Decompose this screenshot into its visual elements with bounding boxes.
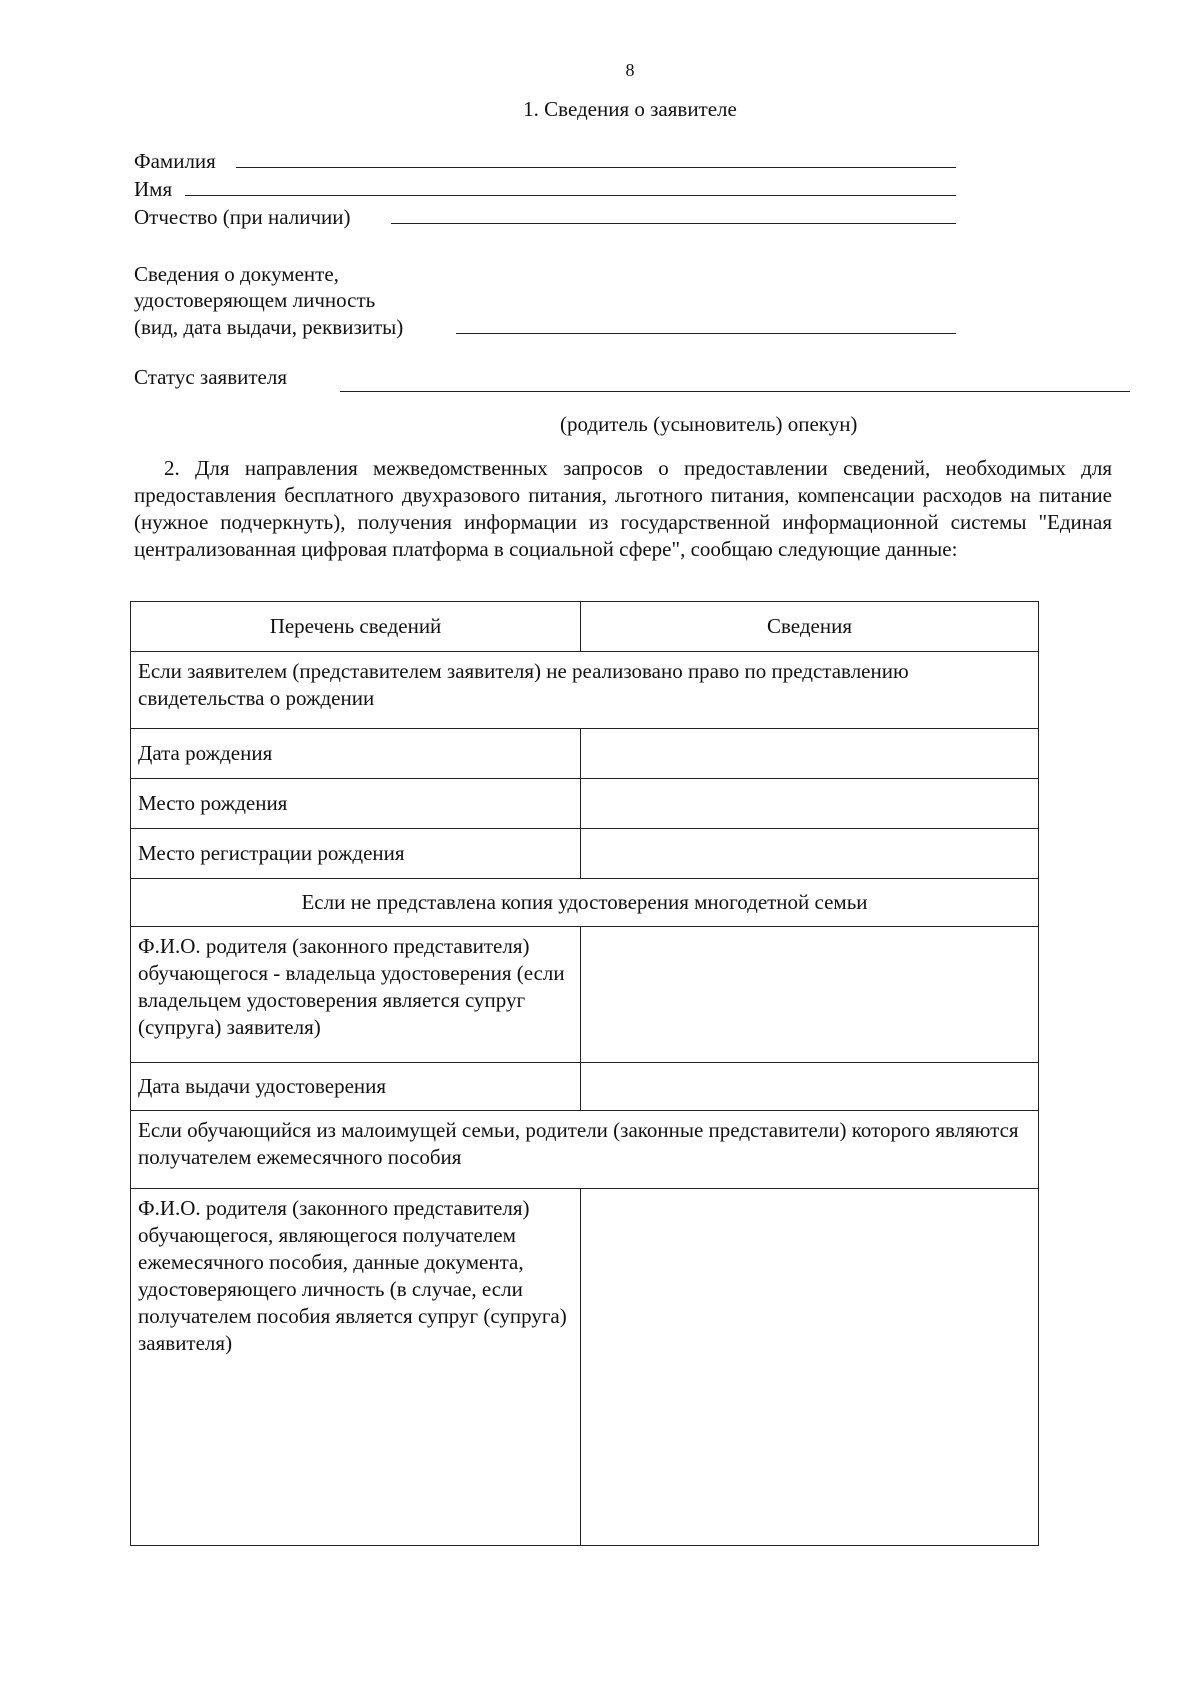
id-doc-label-line3: (вид, дата выдачи, реквизиты)	[134, 315, 404, 339]
status-hint: (родитель (усыновитель) опекун)	[560, 412, 858, 436]
group2-row	[131, 879, 1039, 927]
table-row	[131, 1189, 1039, 1546]
table-row	[131, 1063, 1039, 1111]
section-title: 1. Сведения о заявителе	[523, 97, 737, 121]
table-row	[131, 779, 1039, 829]
parent-fio-low-income-value-cell[interactable]	[581, 1189, 1039, 1546]
name-field[interactable]	[185, 195, 956, 196]
certificate-date-label: Дата выдачи удостоверения	[131, 1063, 581, 1111]
id-doc-label-line2: удостоверяющем личность	[134, 288, 376, 312]
group2-title: Если не представлена копия удостоверения многодетной семьи	[131, 879, 1039, 927]
patronymic-field[interactable]	[391, 223, 956, 224]
parent-fio-large-family-value-cell[interactable]	[581, 927, 1039, 1063]
id-doc-label-line1: Сведения о документе,	[134, 262, 339, 286]
birth-registration-label: Место регистрации рождения	[131, 829, 581, 879]
birth-date-label: Дата рождения	[131, 729, 581, 779]
parent-fio-large-family-label: Ф.И.О. родителя (законного представителя) обучающегося - владельца удостоверения (если владельцем удостоверения является супруг (супруга) заявителя)	[131, 927, 581, 1063]
table-row	[131, 829, 1039, 879]
birth-date-value-cell[interactable]	[581, 729, 1039, 779]
section2-intro: 2. Для направления межведомственных запросов о предоставлении сведений, необходимых для предоставления бесплатного двухразового питания, льготного питания, компенсации расходов на питание (нужное подчеркнуть), получения информации из государственной информационной системы "Единая централизованная цифровая платформа в социальной сфере", сообщаю следующие данные:	[134, 456, 1112, 561]
birth-registration-value-cell[interactable]	[581, 829, 1039, 879]
parent-fio-low-income-label: Ф.И.О. родителя (законного представителя) обучающегося, являющегося получателем ежемесячного пособия, данные документа, удостоверяющего личность (в случае, если получателем пособия является супруг (супруга) заявителя)	[131, 1189, 581, 1546]
certificate-date-value-cell[interactable]	[581, 1063, 1039, 1111]
birth-place-label: Место рождения	[131, 779, 581, 829]
page-number: 8	[625, 60, 635, 80]
table-row	[131, 729, 1039, 779]
group3-title: Если обучающийся из малоимущей семьи, родители (законные представители) которого являются получателем ежемесячного пособия	[131, 1111, 1039, 1189]
header-col-list: Перечень сведений	[131, 602, 581, 652]
status-field[interactable]	[340, 391, 1130, 392]
group3-row	[131, 1111, 1039, 1189]
header-col-info: Сведения	[581, 602, 1039, 652]
patronymic-label: Отчество (при наличии)	[134, 205, 351, 229]
table-row	[131, 927, 1039, 1063]
surname-label: Фамилия	[134, 149, 216, 173]
status-label: Статус заявителя	[134, 365, 287, 389]
surname-field[interactable]	[236, 167, 956, 168]
birth-place-value-cell[interactable]	[581, 779, 1039, 829]
id-doc-field[interactable]	[456, 333, 956, 334]
table-header-row	[131, 602, 1039, 652]
group1-row	[131, 652, 1039, 729]
applicant-data-table	[130, 601, 1039, 1546]
group1-title: Если заявителем (представителем заявителя) не реализовано право по представлению свидетельства о рождении	[131, 652, 1039, 729]
name-label: Имя	[134, 177, 173, 201]
